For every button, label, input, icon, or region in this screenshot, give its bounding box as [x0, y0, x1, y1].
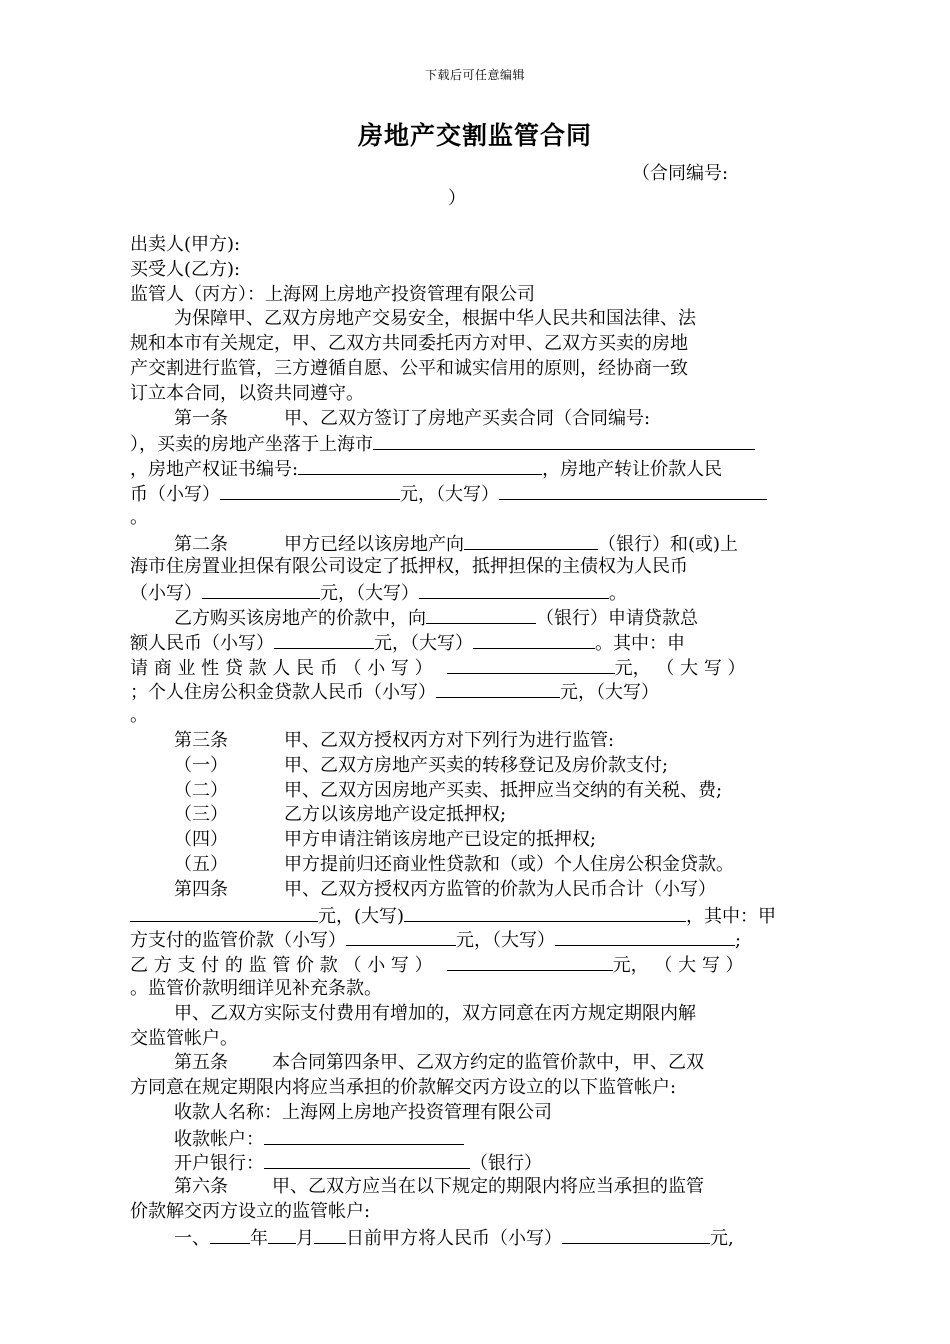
article-4-text: 元， （ 大 写 ） [612, 955, 744, 977]
bank-blank[interactable] [264, 1150, 470, 1169]
buyer-amount-figures-blank[interactable] [447, 952, 613, 971]
article-4-line [130, 952, 820, 977]
article-5-heading: 第五条 [174, 1052, 228, 1074]
seller-amount-figures-blank[interactable] [346, 927, 456, 946]
article-2-text: ；个人住房公积金贷款人民币（小写） [130, 682, 436, 704]
article-1-line: 。 [130, 506, 148, 528]
article-4-text: 元，（大写） [456, 930, 555, 952]
article-2-text: 乙方购买该房地产的价款中，向 [174, 607, 426, 629]
loan-total-figures-blank[interactable] [274, 630, 374, 649]
article-4-text: 元，(大写) [318, 905, 405, 927]
claim-words-blank[interactable] [419, 580, 609, 599]
article-1-heading: 第一条 [174, 407, 228, 429]
article-2-line [130, 531, 820, 556]
article-1-text: ，房地产权证书编号: [130, 459, 299, 481]
article-2-text: 元，（大写） [320, 583, 419, 605]
contract-number-label: （合同编号: [632, 163, 729, 184]
article-2-text: 额人民币（小写） [130, 632, 274, 654]
seller-amount-words-blank[interactable] [555, 927, 735, 946]
article-2-text: （银行）和(或)上 [598, 533, 739, 555]
item-number: （一） [174, 754, 228, 776]
price-figures-blank[interactable] [220, 481, 400, 500]
article-1-line [130, 481, 820, 506]
article-2-text: （银行）申请贷款总 [536, 607, 698, 629]
article-3-item [130, 828, 820, 853]
account-line [130, 1126, 820, 1151]
document-title: 房地产交割监管合同 [357, 121, 592, 150]
article-2-line: 海市住房置业担保有限公司设定了抵押权，抵押担保的主债权为人民币 [130, 556, 688, 578]
article-4-line [130, 878, 820, 903]
item-number: （三） [174, 804, 228, 826]
article-3-text: 甲、乙双方授权丙方对下列行为进行监管: [284, 729, 615, 751]
item-text: 甲方申请注销该房地产已设定的抵押权; [284, 829, 597, 851]
preamble-line: 产交割进行监管，三方遵循自愿、公平和诚实信用的原则，经协商一致 [130, 357, 688, 379]
commercial-loan-blank[interactable] [447, 655, 615, 674]
article-2-text: 请 商 业 性 贷 款 人 民 币 （ 小 写 ） [130, 657, 433, 679]
article-2-text: 元， （ 大 写 ） [614, 657, 746, 679]
article-4-text: 方支付的监管价款（小写） [130, 930, 346, 952]
article-3-item [130, 754, 820, 779]
item-text: 甲、乙双方因房地产买卖、抵押应当交纳的有关税、费; [284, 779, 723, 801]
article-4-heading: 第四条 [174, 878, 228, 900]
month-blank[interactable] [268, 1225, 296, 1244]
article-6-text: 元, [710, 1227, 734, 1249]
bank-line [130, 1150, 820, 1175]
article-1-text: ），买卖的房地产坐落于上海市 [130, 434, 373, 456]
article-6-text: 年 [250, 1227, 268, 1249]
preamble-line: 为保障甲、乙双方房地产交易安全，根据中华人民共和国法律、法 [174, 308, 696, 330]
article-5-line: 方同意在规定期限内将应当承担的价款解交丙方设立的以下监管帐户: [130, 1077, 677, 1099]
loan-bank-blank[interactable] [426, 605, 536, 624]
article-4-line [130, 903, 820, 928]
article-4-text: ，其中：甲 [686, 905, 777, 927]
bank-label: 开户银行： [174, 1153, 264, 1175]
article-2-text: 元，（大写） [374, 632, 473, 654]
item-number: （二） [174, 779, 228, 801]
article-1-text: 甲、乙双方签订了房地产买卖合同（合同编号: [284, 407, 651, 429]
supervised-total-words-blank[interactable] [404, 903, 686, 922]
article-3-line [130, 729, 820, 754]
article-6-text: 一、 [174, 1227, 210, 1249]
article-1-line [130, 407, 820, 432]
item-text: 甲方提前归还商业性贷款和（或）个人住房公积金贷款。 [284, 853, 734, 875]
item-number: （五） [174, 853, 228, 875]
article-2-line: 。 [130, 705, 148, 727]
price-words-blank[interactable] [499, 481, 767, 500]
article-2-line [130, 655, 820, 680]
article-6-line [130, 1225, 820, 1250]
loan-total-words-blank[interactable] [473, 630, 595, 649]
article-1-text: ，房地产转让价款人民 [542, 459, 723, 481]
article-6-text: 甲、乙双方应当在以下规定的期限内将应当承担的监管 [272, 1176, 704, 1198]
article-4-text: 乙 方 支 付 的 监 管 价 款 （ 小 写 ） [130, 955, 433, 977]
article-3-heading: 第三条 [174, 729, 228, 751]
article-2-heading: 第二条 [174, 533, 228, 555]
property-location-blank[interactable] [373, 431, 755, 450]
contract-number-close: ） [448, 188, 466, 209]
article-4-text: 甲、乙双方授权丙方监管的价款为人民币合计（小写） [284, 878, 716, 900]
contract-body [130, 233, 820, 1250]
day-blank[interactable] [314, 1225, 346, 1244]
article-4-line: 甲、乙双方实际支付费用有增加的，双方同意在丙方规定期限内解 [174, 1002, 696, 1024]
article-6-line [130, 1175, 820, 1200]
seller-line: 出卖人(甲方): [130, 234, 241, 255]
article-6-heading: 第六条 [174, 1176, 228, 1198]
article-2-text: 甲方已经以该房地产向 [284, 533, 464, 555]
article-2-text: （小写） [130, 583, 202, 605]
article-1-text: 币（小写） [130, 483, 220, 505]
account-blank[interactable] [264, 1126, 464, 1145]
article-2-text: 元，（大写） [560, 682, 659, 704]
supervised-total-figures-blank[interactable] [130, 903, 318, 922]
article-2-text: 。 [609, 583, 627, 605]
article-1-line [130, 456, 820, 481]
mortgage-bank-blank[interactable] [464, 531, 598, 550]
article-6-text: 日前甲方将人民币（小写） [346, 1227, 562, 1249]
article-4-line: 交监管帐户。 [130, 1027, 238, 1049]
article-4-line [130, 927, 820, 952]
article-6-text: 月 [296, 1227, 314, 1249]
article-3-item [130, 853, 820, 878]
article-1-line [130, 431, 820, 456]
item-number: （四） [174, 829, 228, 851]
bank-suffix: （银行） [470, 1153, 542, 1175]
article-5-text: 本合同第四条甲、乙双方约定的监管价款中，甲、乙双 [272, 1052, 704, 1074]
fund-loan-blank[interactable] [436, 679, 560, 698]
claim-figures-blank[interactable] [202, 580, 320, 599]
article-2-text: 。其中：申 [595, 632, 685, 654]
account-label: 收款帐户： [174, 1128, 264, 1150]
article-2-line [130, 630, 820, 655]
buyer-line: 买受人(乙方): [130, 258, 241, 280]
article-5-line [130, 1051, 820, 1076]
item-text: 甲、乙双方房地产买卖的转移登记及房价款支付; [284, 754, 669, 776]
article-1-text: 元，（大写） [400, 483, 499, 505]
article-2-line [130, 580, 820, 605]
payee-line: 收款人名称：上海网上房地产投资管理有限公司 [174, 1101, 552, 1123]
seller-payment-blank[interactable] [562, 1225, 710, 1244]
certificate-number-blank[interactable] [298, 456, 542, 475]
article-6-line: 价款解交丙方设立的监管帐户: [130, 1201, 371, 1223]
item-text: 乙方以该房地产设定抵押权; [284, 804, 507, 826]
article-3-item [130, 803, 820, 828]
header-note: 下载后可任意编辑 [424, 68, 525, 82]
preamble-line: 规和本市有关规定，甲、乙双方共同委托丙方对甲、乙双方买卖的房地 [130, 333, 688, 355]
article-4-text: ; [735, 930, 742, 952]
article-4-line: 。监管价款明细详见补充条款。 [130, 977, 382, 999]
year-blank[interactable] [210, 1225, 250, 1244]
article-2-line [130, 605, 820, 630]
preamble-line: 订立本合同，以资共同遵守。 [130, 382, 364, 404]
article-3-item [130, 779, 820, 804]
article-2-line [130, 679, 820, 704]
supervisor-line: 监管人（丙方）：上海网上房地产投资管理有限公司 [130, 283, 535, 305]
